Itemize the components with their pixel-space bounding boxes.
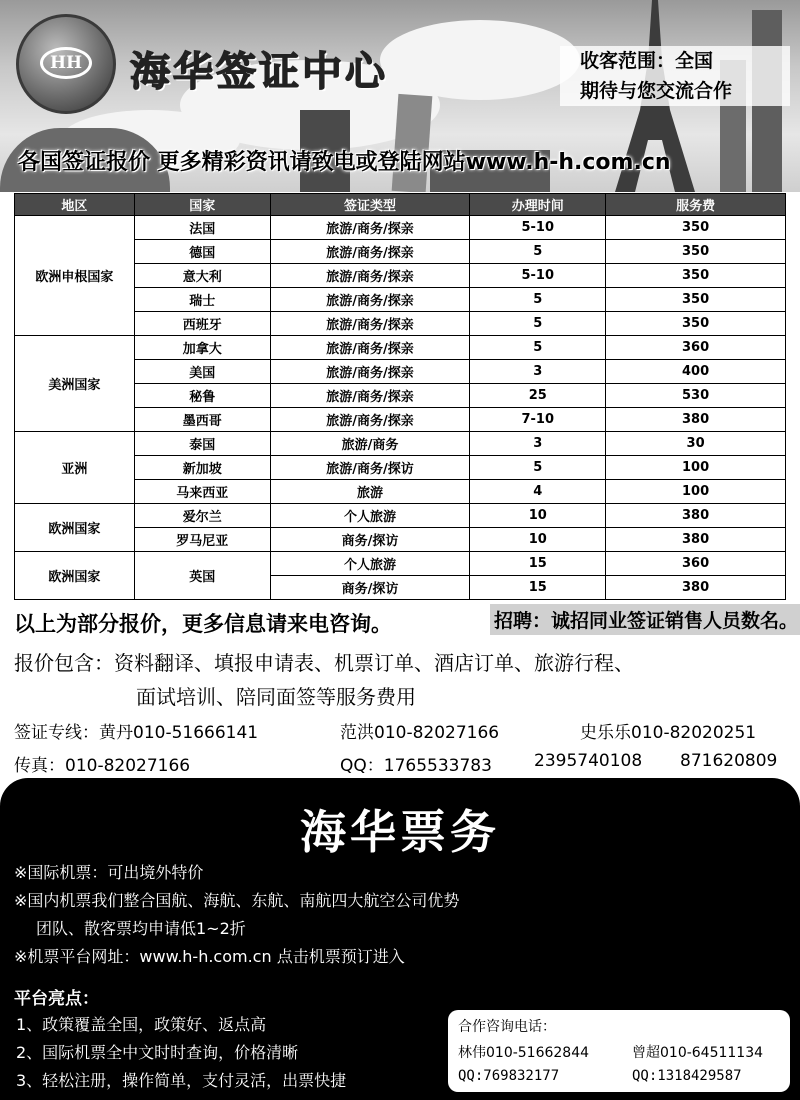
country-cell: 英国: [134, 552, 270, 600]
column-header: 签证类型: [270, 194, 470, 216]
fee-cell: 350: [606, 216, 786, 240]
highlight-item: 1、政策覆盖全国，政策好、返点高: [16, 1015, 267, 1034]
time-cell: 5: [470, 240, 606, 264]
pisa-tower-silhouette: [392, 94, 433, 192]
ticket-info-line: 团队、散客票均申请低1~2折: [36, 919, 246, 938]
highlights-title: 平台亮点：: [14, 989, 99, 1009]
contact-fan: 范洪010-82027166: [340, 723, 500, 743]
visa-type-cell: 个人旅游: [270, 552, 470, 576]
scope-line: 收客范围：全国: [580, 50, 714, 72]
visa-type-cell: 旅游/商务: [270, 432, 470, 456]
region-cell: 欧洲申根国家: [15, 216, 135, 336]
country-cell: 罗马尼亚: [134, 528, 270, 552]
time-cell: 5: [470, 312, 606, 336]
time-cell: 25: [470, 384, 606, 408]
coop-phone: 曾超010-64511134: [632, 1045, 764, 1061]
country-cell: 西班牙: [134, 312, 270, 336]
visa-type-cell: 旅游/商务/探亲: [270, 360, 470, 384]
fee-cell: 350: [606, 240, 786, 264]
time-cell: 10: [470, 528, 606, 552]
fee-cell: 380: [606, 576, 786, 600]
recruitment-note: 招聘：诚招同业签证销售人员数名。: [490, 604, 800, 635]
table-row: [15, 336, 786, 360]
fee-cell: 360: [606, 336, 786, 360]
table-header-row: [15, 194, 786, 216]
fee-cell: 400: [606, 360, 786, 384]
visa-type-cell: 旅游/商务/探亲: [270, 384, 470, 408]
fee-cell: 100: [606, 480, 786, 504]
time-cell: 15: [470, 552, 606, 576]
header-banner: [0, 0, 800, 192]
visa-type-cell: 旅游/商务/探亲: [270, 288, 470, 312]
region-cell: 欧洲国家: [15, 552, 135, 600]
time-cell: 7-10: [470, 408, 606, 432]
region-cell: 美洲国家: [15, 336, 135, 432]
country-cell: 法国: [134, 216, 270, 240]
fee-cell: 30: [606, 432, 786, 456]
visa-type-cell: 旅游/商务/探亲: [270, 216, 470, 240]
fee-cell: 380: [606, 528, 786, 552]
visa-type-cell: 旅游/商务/探亲: [270, 264, 470, 288]
country-cell: 加拿大: [134, 336, 270, 360]
fax-number: 传真：010-82027166: [14, 756, 191, 776]
visa-price-table: [14, 193, 786, 600]
time-cell: 5: [470, 288, 606, 312]
time-cell: 10: [470, 504, 606, 528]
scope-line: 期待与您交流合作: [580, 80, 733, 102]
country-cell: 美国: [134, 360, 270, 384]
coop-qq: QQ:769832177: [458, 1068, 560, 1084]
country-cell: 新加坡: [134, 456, 270, 480]
fee-cell: 530: [606, 384, 786, 408]
coop-title: 合作咨询电话：: [458, 1019, 556, 1035]
column-header: 国家: [134, 194, 270, 216]
cloud-shape: [380, 20, 580, 100]
slogan: 各国签证报价 更多精彩资讯请致电或登陆网站www.h-h.com.cn: [18, 150, 671, 175]
price-includes: [14, 646, 634, 714]
visa-type-cell: 旅游/商务/探亲: [270, 408, 470, 432]
ticket-info-line: ※国际机票：可出境外特价: [14, 863, 204, 882]
qq-number: QQ：1765533783: [340, 756, 492, 776]
visa-type-cell: 旅游/商务/探访: [270, 456, 470, 480]
fee-cell: 380: [606, 504, 786, 528]
visa-type-cell: 旅游/商务/探亲: [270, 240, 470, 264]
table-row: [15, 432, 786, 456]
contact-shi: 史乐乐010-82020251: [580, 723, 757, 743]
qq-number: 2395740108: [534, 751, 643, 771]
country-cell: 意大利: [134, 264, 270, 288]
country-cell: 德国: [134, 240, 270, 264]
time-cell: 3: [470, 432, 606, 456]
column-header: 地区: [15, 194, 135, 216]
time-cell: 5-10: [470, 216, 606, 240]
fee-cell: 350: [606, 312, 786, 336]
time-cell: 5-10: [470, 264, 606, 288]
country-cell: 泰国: [134, 432, 270, 456]
country-cell: 马来西亚: [134, 480, 270, 504]
visa-type-cell: 旅游/商务/探亲: [270, 336, 470, 360]
visa-type-cell: 旅游: [270, 480, 470, 504]
fee-cell: 350: [606, 264, 786, 288]
region-cell: 欧洲国家: [15, 504, 135, 552]
time-cell: 5: [470, 456, 606, 480]
table-row: [15, 504, 786, 528]
column-header: 办理时间: [470, 194, 606, 216]
visa-type-cell: 商务/探访: [270, 576, 470, 600]
coop-phone: 林伟010-51662844: [458, 1045, 590, 1061]
visa-hotline: 签证专线：黄丹010-51666141: [14, 723, 259, 743]
highlight-item: 2、国际机票全中文时时查询，价格清晰: [16, 1043, 299, 1062]
time-cell: 3: [470, 360, 606, 384]
fee-cell: 100: [606, 456, 786, 480]
time-cell: 4: [470, 480, 606, 504]
coop-qq: QQ:1318429587: [632, 1068, 742, 1084]
table-row: [15, 216, 786, 240]
country-cell: 爱尔兰: [134, 504, 270, 528]
brand-title: 海华签证中心: [130, 49, 388, 95]
table-row: [15, 552, 786, 576]
partial-quote-note: 以上为部分报价，更多信息请来电咨询。: [14, 612, 392, 636]
fee-cell: 380: [606, 408, 786, 432]
column-header: 服务费: [606, 194, 786, 216]
country-cell: 瑞士: [134, 288, 270, 312]
ticket-info-line: ※国内机票我们整合国航、海航、东航、南航四大航空公司优势: [14, 891, 460, 910]
highlight-item: 3、轻松注册，操作简单，支付灵活，出票快捷: [16, 1071, 347, 1090]
country-cell: 墨西哥: [134, 408, 270, 432]
ticket-platform-link[interactable]: ※机票平台网址：www.h-h.com.cn 点击机票预订进入: [14, 947, 405, 966]
ticket-section: [0, 778, 800, 1100]
region-cell: 亚洲: [15, 432, 135, 504]
fee-cell: 360: [606, 552, 786, 576]
time-cell: 5: [470, 336, 606, 360]
visa-type-cell: 商务/探访: [270, 528, 470, 552]
includes-line: 面试培训、陪同面签等服务费用: [136, 685, 416, 709]
scope-box: [560, 46, 790, 106]
visa-type-cell: 个人旅游: [270, 504, 470, 528]
logo-text: HH: [40, 47, 92, 79]
cooperation-contact-box: [448, 1010, 790, 1092]
visa-type-cell: 旅游/商务/探亲: [270, 312, 470, 336]
time-cell: 15: [470, 576, 606, 600]
country-cell: 秘鲁: [134, 384, 270, 408]
ticket-title: 海华票务: [300, 805, 500, 859]
fee-cell: 350: [606, 288, 786, 312]
includes-line: 报价包含：资料翻译、填报申请表、机票订单、酒店订单、旅游行程、: [14, 651, 634, 675]
qq-number: 871620809: [680, 751, 778, 771]
